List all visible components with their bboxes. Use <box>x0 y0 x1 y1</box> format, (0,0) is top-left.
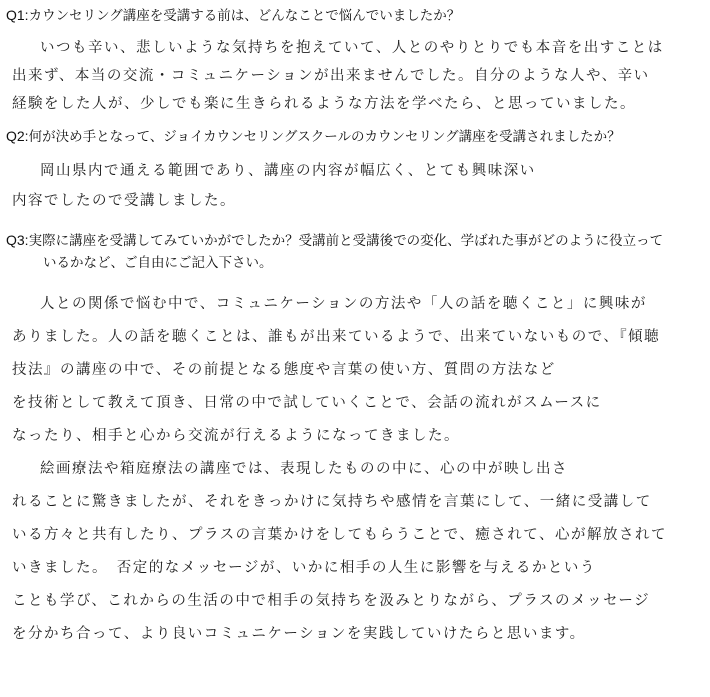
answer-3-line: を分かち合って、より良いコミュニケーションを実践していけたらと思います。 <box>12 626 586 642</box>
answer-2 <box>12 156 704 216</box>
answer-2-line: 岡山県内で通える範囲であり、講座の内容が幅広く、とても興味深い <box>40 163 536 179</box>
answer-3-line: いる方々と共有したり、プラスの言葉かけをしてもらうことで、癒されて、心が解放されて <box>12 527 667 543</box>
answer-3-line: ありました。人の話を聴くことは、誰もが出来ているようで、出来ていないもので、『傾聴 <box>12 329 661 345</box>
answer-3-line: 絵画療法や箱庭療法の講座では、表現したものの中に、心の中が映し出さ <box>40 461 568 477</box>
question-1 <box>6 4 706 27</box>
answer-1-line: 経験をした人が、少しでも楽に生きられるような方法を学べたら、と思っていました。 <box>12 96 636 112</box>
answer-3-line: いきました。 否定的なメッセージが、いかに相手の人生に影響を与えるかという <box>12 560 596 576</box>
question-2 <box>6 125 706 148</box>
answer-3-line: 技法』の講座の中で、その前提となる態度や言葉の使い方、質問の方法など <box>12 362 556 378</box>
answer-1 <box>12 34 704 118</box>
answer-1-line: いつも辛い、悲しいような気持ちを抱えていて、人とのやりとりでも本音を出すことは <box>40 40 664 56</box>
question-3-text-continued: いるかなど、ご自由にご記入下さい。 <box>43 255 273 271</box>
question-3 <box>6 229 706 274</box>
question-2-label: Q2: <box>6 128 29 144</box>
question-2-text: 何が決め手となって、ジョイカウンセリングスクールのカウンセリング講座を受講されましたか？ <box>28 129 621 145</box>
answer-3-line: 人との関係で悩む中で、コミュニケーションの方法や「人の話を聴くこと」に興味が <box>40 296 647 312</box>
answer-3 <box>12 288 704 651</box>
answer-1-line: 出来ず、本当の交流・コミュニケーションが出来ませんでした。自分のような人や、辛い <box>12 68 650 84</box>
answer-3-line: なったり、相手と心から交流が行えるようになってきました。 <box>12 428 460 444</box>
question-3-text: 実際に講座を受講してみていかがでしたか？受講前と受講後での変化、学ばれた事がどのように役立って <box>28 233 664 249</box>
question-1-label: Q1: <box>6 7 29 23</box>
answer-3-line: れることに驚きましたが、それをきっかけに気持ちや感情を言葉にして、一緒に受講して <box>12 494 652 510</box>
question-1-text: カウンセリング講座を受講する前は、どんなことで悩んでいましたか？ <box>28 8 461 24</box>
answer-2-line: 内容でしたので受講しました。 <box>12 193 236 209</box>
question-3-label: Q3: <box>6 232 29 248</box>
answer-3-line: を技術として教えて頂き、日常の中で試していくことで、会話の流れがスムースに <box>12 395 602 411</box>
answer-3-line: ことも学び、これからの生活の中で相手の気持ちを汲みとりながら、プラスのメッセージ <box>12 593 651 609</box>
